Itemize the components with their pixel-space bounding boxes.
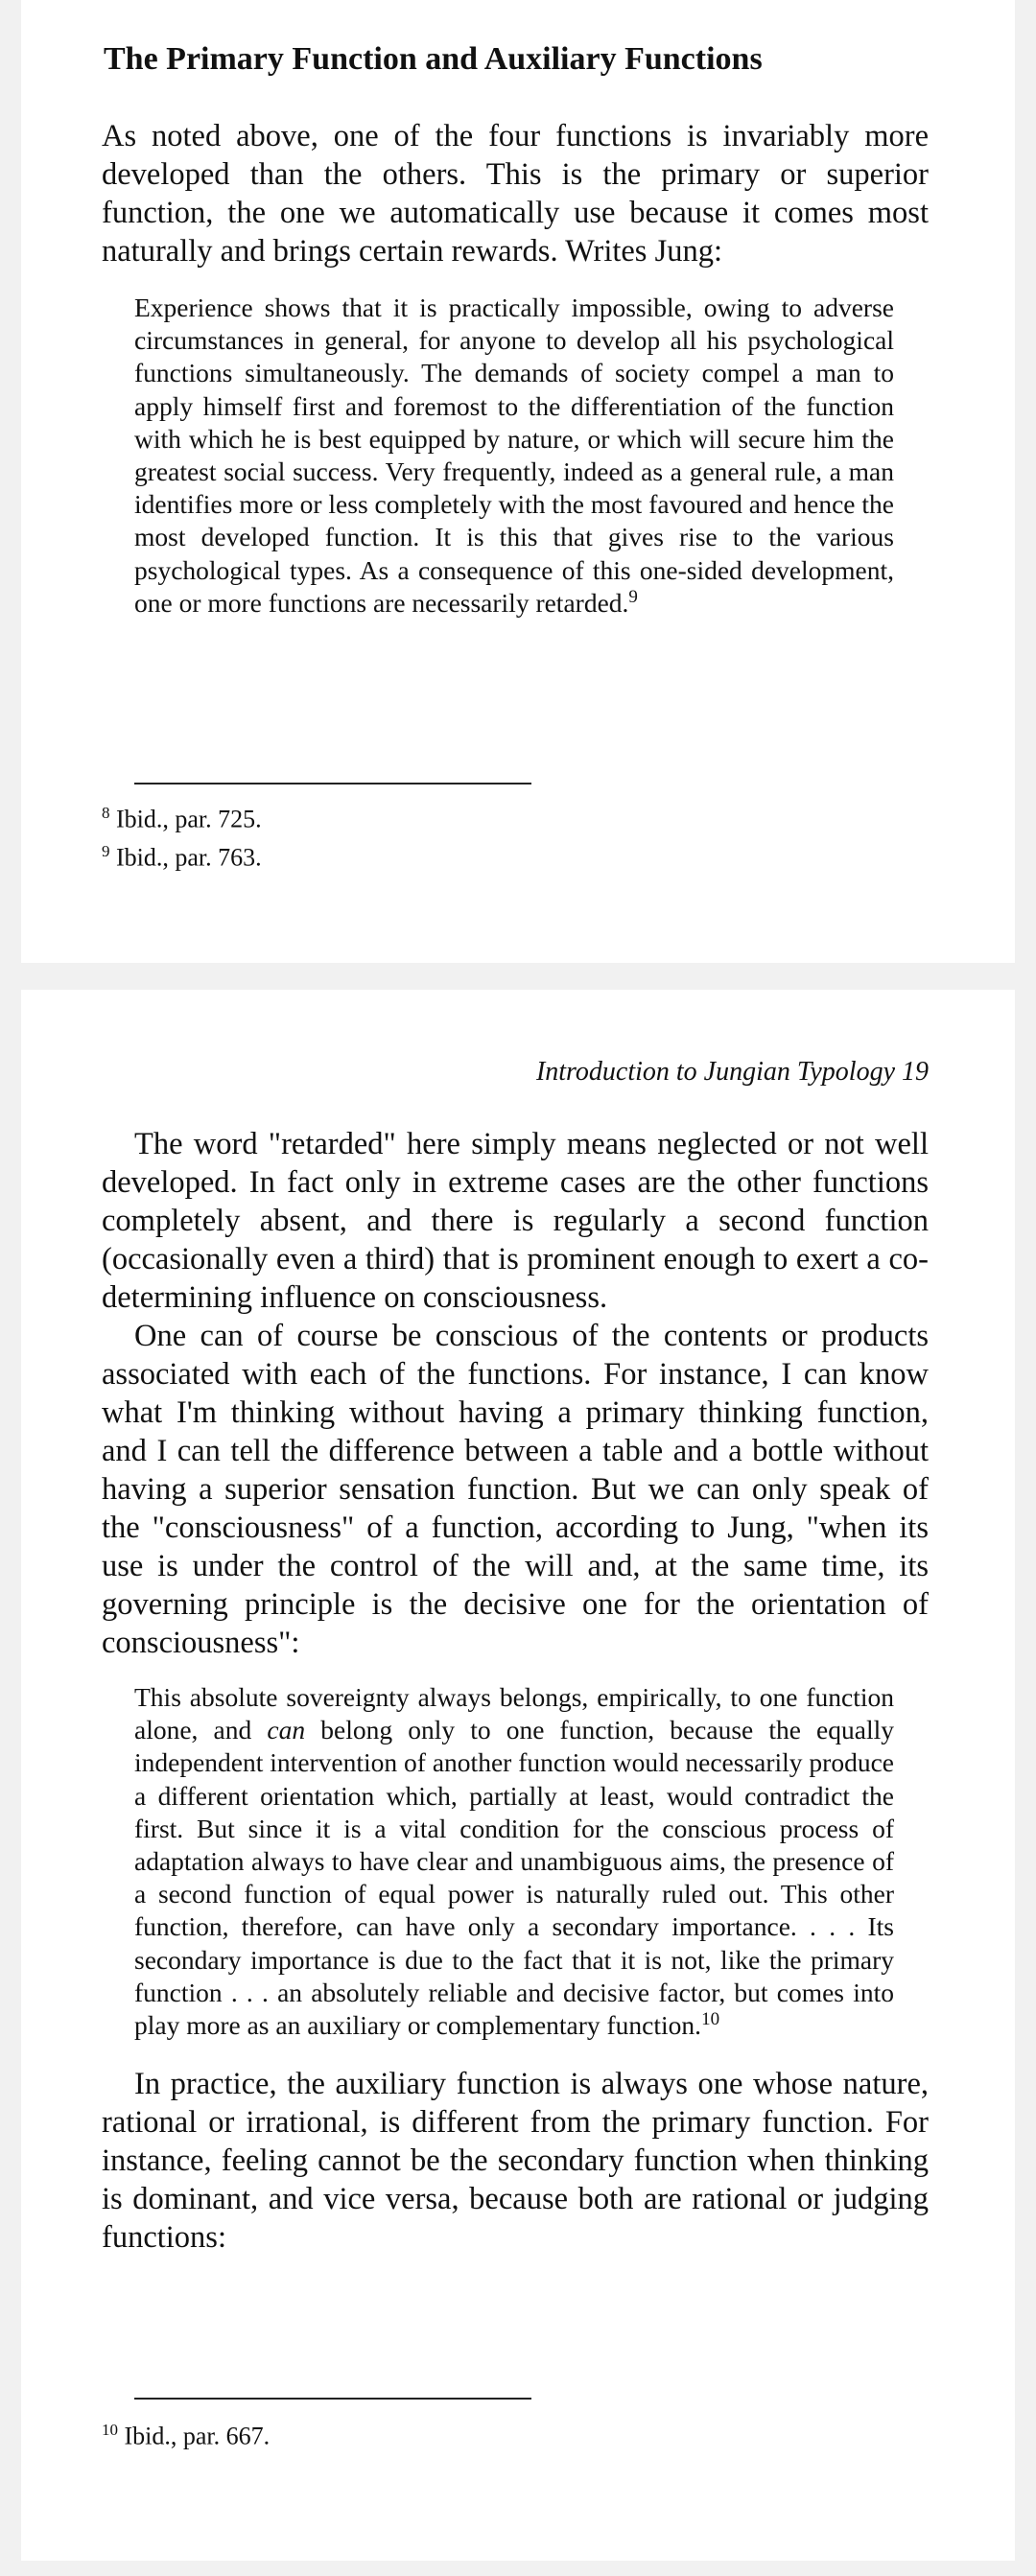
footnote-ref-9[interactable]: 9: [628, 586, 638, 607]
footnote-ref-10[interactable]: 10: [701, 2008, 720, 2029]
page1-block-quote: [102, 292, 894, 620]
section-heading: The Primary Function and Auxiliary Functions: [104, 41, 763, 77]
page1-body: [102, 117, 929, 620]
footnote-divider-2: [134, 2398, 531, 2400]
footnote-10: $^{10}$ Ibid., par. 667.: [102, 2421, 271, 2450]
page2-paragraph-3: In practice, the auxiliary function is always one whose nature, rational or irrational, is different from the primary function. For instance, feeling cannot be the secondary function when thinking is dominant, and vice versa, because both are rational or judging functions:: [102, 2067, 929, 2256]
page1-quote-text: Experience shows that it is practically impossible, owing to adverse circumstances in general, for anyone to develop all his psychological functions simultaneously. The demands of society compel a man to apply himself first and foremost to the differentiation of the function with which he is best equipped by nature, or which will secure him the greatest social success. Very frequently, indeed as a general rule, a man identifies more or less completely with the most favoured and hence the most developed function. It is this that gives rise to the various psychological types. As a consequence of this one-sided development, one or more functions are necessarily retarded.: [134, 293, 894, 618]
footnote-divider: [134, 783, 531, 785]
emphasis-can: can: [267, 1715, 306, 1745]
footnote-9: $^9$ Ibid., par. 763.: [102, 842, 262, 872]
page2-paragraph-2: One can of course be conscious of the contents or products associated with each of the functions. For instance, I can know what I'm thinking without having a primary thinking function, and I can tell the difference between a table and a bottle without having a superior sensation function. But we can only speak of the "consciousness" of a function, according to Jung, "when its use is under the control of the will and, at the same time, its governing principle is the decisive one for the orientation of consciousness":: [102, 1319, 929, 1660]
running-head: Introduction to Jungian Typology 19: [535, 1057, 929, 1087]
page2-block-quote: This absolute sovereignty always belongs, empirically, to one function alone, and can belong only to one function, because the equally independent intervention of another function would necessarily produce a different orientation which, partially at least, would contradict the first. But since it is a vital condition for the conscious process of adaptation always to have clear and unambiguous aims, the presence of a second function of equal power is naturally ruled out. This other function, therefore, can have only a secondary importance. . . . Its secondary importance is due to the fact that it is not, like the primary function . . . an absolutely reliable and decisive factor, but comes into play more as an auxiliary or complementary function.$^{10}$: [134, 1682, 895, 2041]
page2-body: [102, 1125, 929, 2257]
page2-paragraph-1: The word "retarded" here simply means neglected or not well developed. In fact only in extreme cases are the other functions completely absent, and there is regularly a second function (occasionally even a third) that is prominent enough to exert a co-determining influence on consciousness.: [102, 1127, 929, 1315]
footnote-8: $^8$ Ibid., par. 725.: [102, 804, 262, 833]
page1-paragraph: As noted above, one of the four functions is invariably more developed than the others. This is the primary or superior function, the one we automatically use because it comes most naturally and brings certain rewards. Writes Jung:: [102, 119, 929, 269]
